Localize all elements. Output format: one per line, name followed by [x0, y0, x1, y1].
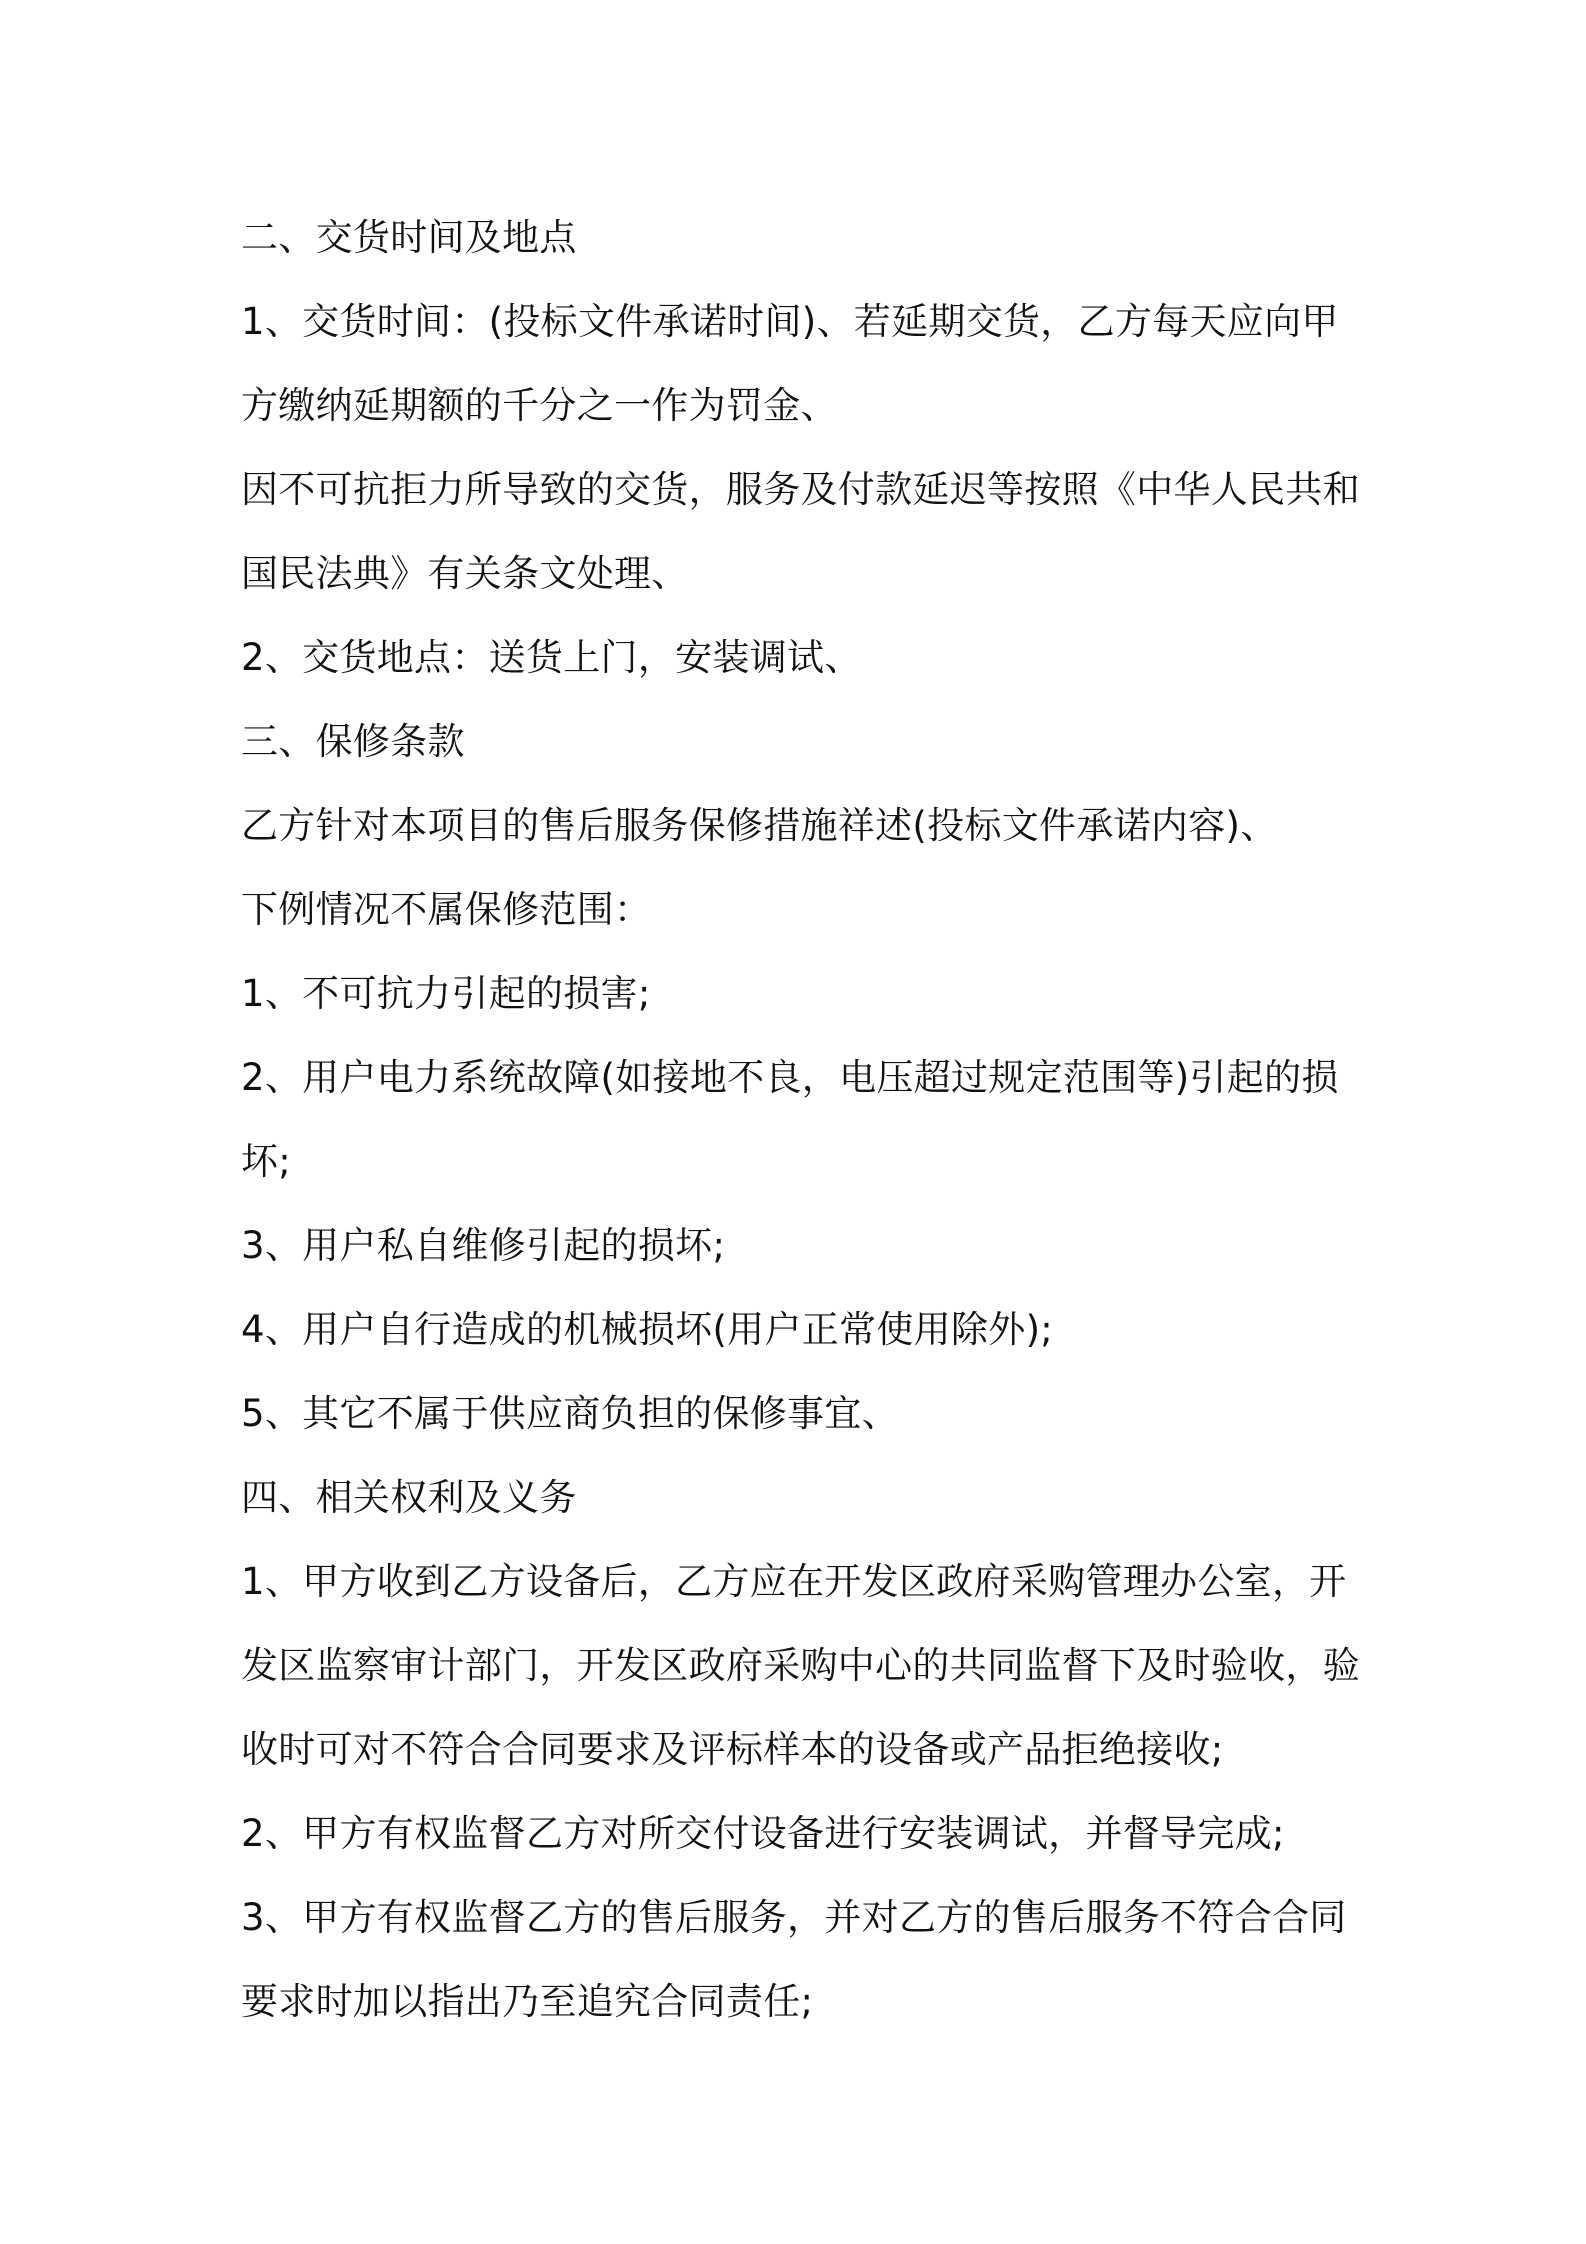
paragraph-line: 方缴纳延期额的千分之一作为罚金、 — [241, 384, 838, 427]
paragraph-line: 2、甲方有权监督乙方对所交付设备进行安装调试，并督导完成; — [241, 1812, 1285, 1855]
section-heading-warranty: 三、保修条款 — [241, 720, 465, 763]
document-body — [241, 196, 1361, 2044]
paragraph-line: 发区监察审计部门，开发区政府采购中心的共同监督下及时验收，验 — [241, 1644, 1360, 1687]
paragraph-line: 国民法典》有关条文处理、 — [241, 552, 689, 595]
paragraph-line: 因不可抗拒力所导致的交货，服务及付款延迟等按照《中华人民共和 — [241, 468, 1360, 511]
paragraph-line: 3、用户私自维修引起的损坏; — [241, 1224, 726, 1267]
paragraph-line: 2、交货地点：送货上门，安装调试、 — [241, 636, 862, 679]
section-heading-rights: 四、相关权利及义务 — [241, 1476, 577, 1519]
paragraph-line: 要求时加以指出乃至追究合同责任; — [241, 1980, 814, 2023]
section-heading-delivery: 二、交货时间及地点 — [241, 216, 577, 259]
paragraph-line: 1、甲方收到乙方设备后，乙方应在开发区政府采购管理办公室，开 — [241, 1560, 1347, 1603]
paragraph-line: 2、用户电力系统故障(如接地不良，电压超过规定范围等)引起的损 — [241, 1056, 1339, 1099]
paragraph-line: 1、交货时间：(投标文件承诺时间)、若延期交货，乙方每天应向甲 — [241, 300, 1339, 343]
paragraph-line: 3、甲方有权监督乙方的售后服务，并对乙方的售后服务不符合合同 — [241, 1896, 1347, 1939]
paragraph-line: 1、不可抗力引起的损害; — [241, 972, 651, 1015]
paragraph-line: 4、用户自行造成的机械损坏(用户正常使用除外); — [241, 1308, 1054, 1351]
paragraph-line: 5、其它不属于供应商负担的保修事宜、 — [241, 1392, 899, 1435]
paragraph-line: 坏; — [241, 1140, 292, 1183]
paragraph-line: 下例情况不属保修范围： — [241, 888, 652, 931]
paragraph-line: 收时可对不符合合同要求及评标样本的设备或产品拒绝接收; — [241, 1728, 1224, 1771]
paragraph-line: 乙方针对本项目的售后服务保修措施祥述(投标文件承诺内容)、 — [241, 804, 1278, 847]
